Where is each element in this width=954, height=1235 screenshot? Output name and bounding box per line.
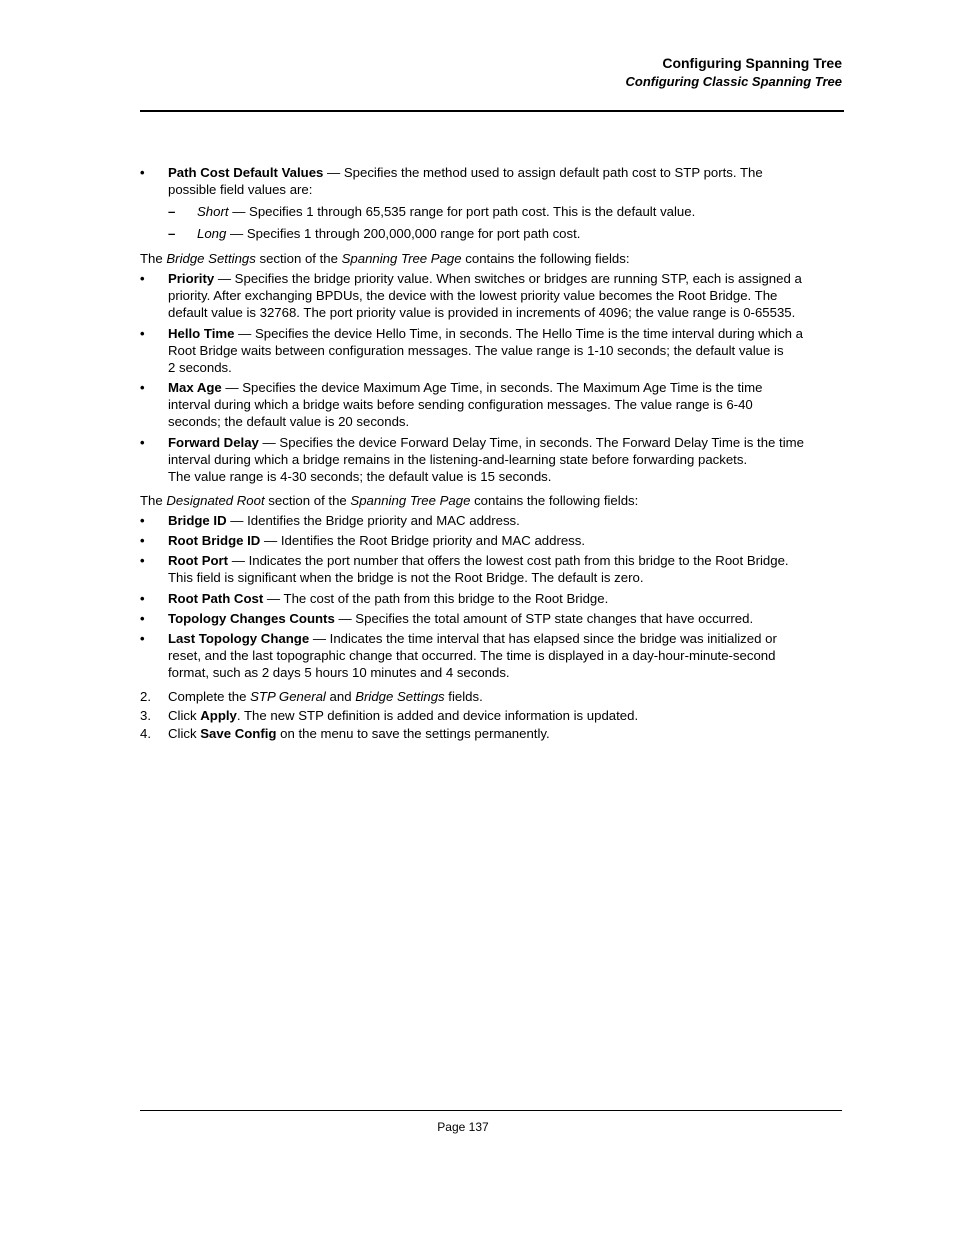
page-number: Page 137 [437, 1120, 489, 1134]
term-root-path-cost: Root Path Cost [168, 591, 264, 606]
bullet-glyph: • [140, 271, 145, 286]
step-number: 4. [140, 726, 151, 741]
dash-glyph: – [168, 226, 176, 241]
term-root-port: Root Port [168, 553, 229, 568]
step-number: 3. [140, 708, 151, 723]
term-short: Short [197, 204, 229, 219]
term-root-bridge-id: Root Bridge ID [168, 533, 261, 548]
term-last-topology-change: Last Topology Change [168, 631, 310, 646]
term-bridge-id: Bridge ID [168, 513, 227, 528]
dash-glyph: – [168, 204, 176, 219]
header-chapter-title: Configuring Spanning Tree [662, 55, 842, 71]
term-topology-changes: Topology Changes Counts [168, 611, 335, 626]
bullet-glyph: • [140, 513, 145, 528]
step-number: 2. [140, 689, 151, 704]
term-priority: Priority [168, 271, 215, 286]
save-config-label: Save Config [200, 726, 277, 741]
term-forward-delay: Forward Delay [168, 435, 259, 450]
bullet-glyph: • [140, 533, 145, 548]
bullet-glyph: • [140, 380, 145, 395]
bullet-glyph: • [140, 591, 145, 606]
bullet-glyph: • [140, 326, 145, 341]
term-hello-time: Hello Time [168, 326, 235, 341]
bullet-glyph: • [140, 165, 145, 180]
bullet-glyph: • [140, 435, 145, 450]
bullet-glyph: • [140, 611, 145, 626]
term-max-age: Max Age [168, 380, 222, 395]
bullet-glyph: • [140, 631, 145, 646]
bullet-glyph: • [140, 553, 145, 568]
term-long: Long [197, 226, 227, 241]
footer-divider [140, 1110, 842, 1111]
header-divider [140, 110, 844, 112]
term-path-cost: Path Cost Default Values [168, 165, 324, 180]
header-section-title: Configuring Classic Spanning Tree [625, 74, 842, 89]
apply-label: Apply [200, 708, 237, 723]
